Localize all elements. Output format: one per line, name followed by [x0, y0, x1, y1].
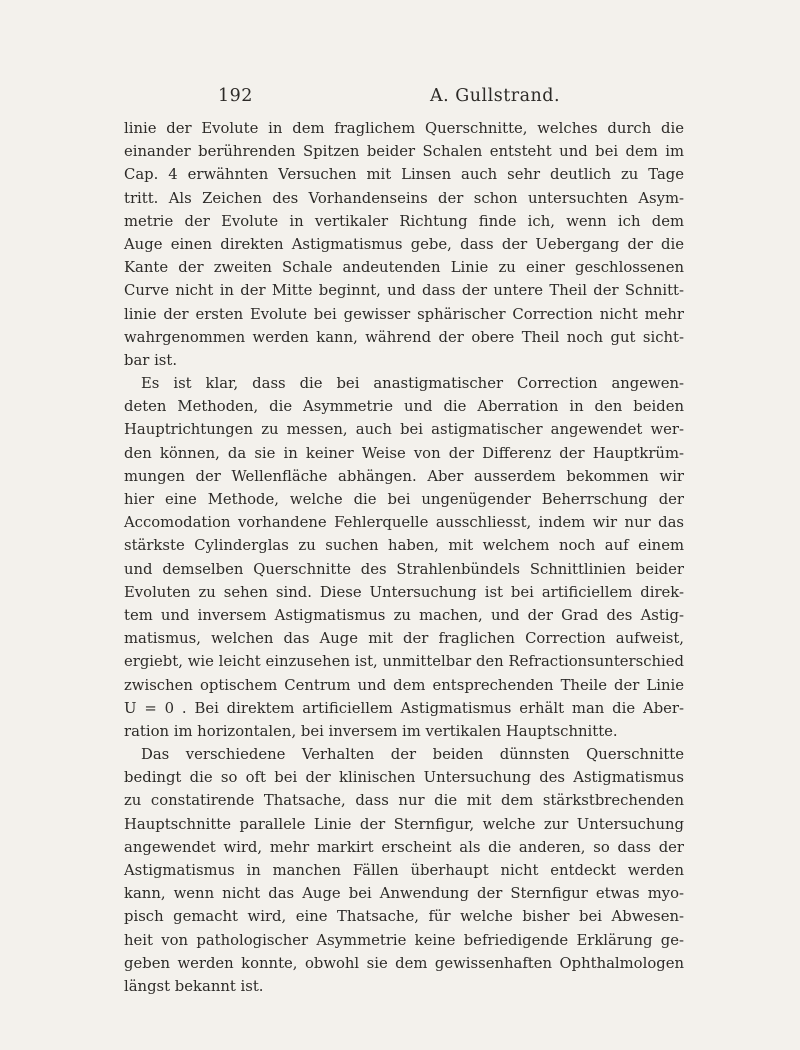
text-line: mungen der Wellenfläche abhängen. Aber ausserdem bekommen wir — [124, 467, 684, 485]
text-line: geben werden konnte, obwohl sie dem gewissenhaften Ophthalmologen — [124, 954, 684, 972]
text-line: tritt. Als Zeichen des Vorhandenseins der schon untersuchten Asym- — [124, 189, 684, 207]
text-line: und demselben Querschnitte des Strahlenbündels Schnittlinien beider — [124, 560, 684, 578]
text-line: zwischen optischem Centrum und dem entsprechenden Theile der Linie — [124, 676, 684, 694]
text-line: Das verschiedene Verhalten der beiden dünnsten Querschnitte — [141, 746, 684, 764]
text-line: hier eine Methode, welche die bei ungenügender Beherrschung der — [124, 491, 684, 508]
text-line: längst bekannt ist. — [124, 977, 264, 995]
text-line: pisch gemacht wird, eine Thatsache, für welche bisher bei Abwesen- — [124, 908, 684, 926]
text-line: deten Methoden, die Asymmetrie und die Aberration in den beiden — [124, 398, 684, 416]
text-line: einander berührenden Spitzen beider Schalen entsteht und bei dem im — [124, 143, 684, 161]
text-line: heit von pathologischer Asymmetrie keine befriedigende Erklärung ge- — [124, 931, 684, 949]
text-line: Hauptrichtungen zu messen, auch bei astigmatischer angewendet wer- — [124, 421, 684, 439]
text-line: wahrgenommen werden kann, während der obere Theil noch gut sicht- — [124, 328, 684, 346]
paragraph — [124, 372, 684, 743]
text-line: ergiebt, wie leicht einzusehen ist, unmittelbar den Refractionsunterschied — [124, 653, 684, 671]
paragraph — [124, 743, 684, 998]
text-line: bar ist. — [124, 351, 178, 369]
running-head: A. Gullstrand. — [430, 86, 561, 106]
text-line: kann, wenn nicht das Auge bei Anwendung der Sternfigur etwas myo- — [124, 885, 684, 903]
page-number: 192 — [218, 86, 253, 106]
text-line: den können, da sie in keiner Weise von der Differenz der Hauptkrüm- — [124, 444, 684, 462]
text-line: linie der Evolute in dem fraglichem Querschnitte, welches durch die — [124, 120, 684, 137]
text-line: Kante der zweiten Schale andeutenden Linie zu einer geschlossenen — [124, 259, 684, 277]
text-line: linie der ersten Evolute bei gewisser sphärischer Correction nicht mehr — [124, 305, 684, 323]
text-line: Evoluten zu sehen sind. Diese Untersuchung ist bei artificiellem direk- — [124, 583, 684, 601]
paragraph — [124, 117, 684, 372]
text-line: Astigmatismus in manchen Fällen überhaupt nicht entdeckt werden — [124, 862, 684, 879]
text-line: tem und inversem Astigmatismus zu machen, und der Grad des Astig- — [124, 606, 684, 624]
text-line: Cap. 4 erwähnten Versuchen mit Linsen auch sehr deutlich zu Tage — [124, 166, 684, 184]
text-line: matismus, welchen das Auge mit der fraglichen Correction aufweist, — [124, 630, 684, 648]
text-line: Auge einen direkten Astigmatismus gebe, dass der Uebergang der die — [124, 235, 684, 253]
text-line: Accomodation vorhandene Fehlerquelle ausschliesst, indem wir nur das — [124, 514, 684, 532]
text-line: metrie der Evolute in vertikaler Richtung finde ich, wenn ich dem — [124, 212, 684, 230]
text-line: Hauptschnitte parallele Linie der Sternfigur, welche zur Untersuchung — [124, 815, 684, 833]
text-line: Es ist klar, dass die bei anastigmatischer Correction angewen- — [141, 375, 684, 393]
body-text — [124, 117, 684, 998]
text-line: ration im horizontalen, bei inversem im vertikalen Hauptschnitte. — [124, 722, 618, 740]
text-line: zu constatirende Thatsache, dass nur die mit dem stärkstbrechenden — [124, 792, 684, 810]
text-line: angewendet wird, mehr markirt erscheint als die anderen, so dass der — [124, 838, 684, 856]
page-header — [218, 86, 566, 112]
text-line: U = 0 . Bei direktem artificiellem Astigmatismus erhält man die Aber- — [124, 699, 684, 717]
text-line: stärkste Cylinderglas zu suchen haben, mit welchem noch auf einem — [124, 537, 684, 555]
text-line: bedingt die so oft bei der klinischen Untersuchung des Astigmatismus — [124, 769, 684, 787]
text-line: Curve nicht in der Mitte beginnt, und dass der untere Theil der Schnitt- — [124, 282, 684, 300]
